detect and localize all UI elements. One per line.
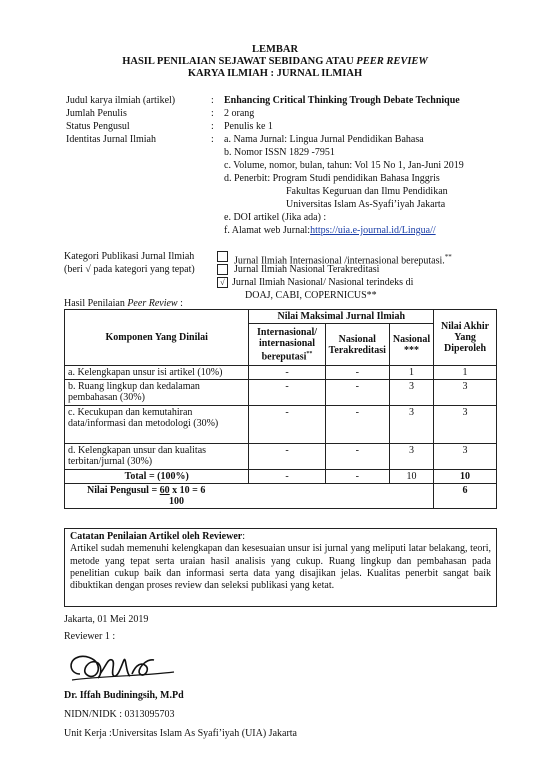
title-line-2-text: HASIL PENILAIAN SEJAWAT SEBIDANG ATAU	[122, 56, 357, 67]
row-b-int: -	[249, 380, 325, 406]
head-akhir: Nilai Akhir Yang Diperoleh	[434, 310, 497, 366]
identitas-c: c. Volume, nomor, bulan, tahun: Vol 15 No 1, Jan-Juni 2019	[224, 160, 464, 171]
reviewer-name: Dr. Iffah Budiningsih, M.Pd	[64, 690, 184, 701]
row-a-idx: 1	[389, 366, 433, 380]
signature-image	[62, 644, 182, 686]
reviewer-label: Reviewer 1 :	[64, 631, 116, 642]
total-label: Total = (100%)	[65, 470, 249, 484]
kategori-opt-2: Jurnal Ilmiah Nasional Terakreditasi	[234, 264, 380, 275]
catatan-box	[64, 528, 497, 607]
kategori-opt-1-text: Jurnal Ilmiah Internasional /internasional bereputasi.	[234, 255, 445, 267]
row-c-int: -	[249, 406, 325, 444]
checkbox-internasional[interactable]	[217, 251, 228, 262]
kategori-opt-3b: DOAJ, CABI, COPERNICUS**	[245, 290, 377, 301]
status-label: Status Pengusul	[66, 121, 130, 132]
kategori-opt-3: Jurnal Ilmiah Nasional/ Nasional terindeks di	[232, 277, 414, 288]
review-table	[64, 309, 497, 509]
identitas-a: a. Nama Jurnal: Lingua Jurnal Pendidikan Bahasa	[224, 134, 424, 145]
row-c-akhir: 3	[434, 406, 497, 444]
nilai-akhir: 6	[434, 484, 497, 509]
identitas-d1: d. Penerbit: Program Studi pendidikan Bahasa Inggris	[224, 173, 440, 184]
identitas-d2: Fakultas Keguruan dan Ilmu Pendidikan	[286, 186, 448, 197]
catatan-heading-colon: :	[242, 531, 245, 542]
title-line-2	[0, 56, 550, 68]
head-nasional: Nasional Terakreditasi	[325, 324, 389, 366]
row-a-int: -	[249, 366, 325, 380]
total-akhir: 10	[434, 470, 497, 484]
jumlah-value: 2 orang	[224, 108, 255, 119]
kategori-label-1: Kategori Publikasi Jurnal Ilmiah	[64, 251, 195, 262]
row-c-idx: 3	[389, 406, 433, 444]
web-label: f. Alamat web Jurnal:	[224, 225, 311, 236]
title-line-1: LEMBAR	[251, 44, 299, 55]
reviewer-nidn: NIDN/NIDK : 0313095703	[64, 709, 175, 720]
row-c-nas: -	[325, 406, 389, 444]
row-b-akhir: 3	[434, 380, 497, 406]
identitas-b: b. Nomor ISSN 1829 -7951	[224, 147, 335, 158]
row-d-akhir: 3	[434, 444, 497, 470]
identitas-e: e. DOI artikel (Jika ada) :	[224, 212, 327, 223]
judul-label: Judul karya ilmiah (artikel)	[66, 95, 176, 106]
kategori-opt-1-sup: **	[444, 253, 452, 261]
review-caption-prefix: Hasil Penilaian	[64, 298, 128, 309]
nilai-pengusul	[65, 484, 434, 509]
journal-link[interactable]: https://uia.e-journal.id/Lingua//	[310, 225, 436, 236]
review-caption-suffix: :	[177, 298, 183, 309]
row-b-nas: -	[325, 380, 389, 406]
colon: :	[211, 108, 214, 119]
kategori-label-2: (beri √ pada kategori yang tepat)	[64, 264, 195, 275]
colon: :	[211, 121, 214, 132]
checkbox-nasional-terakreditasi[interactable]	[217, 264, 228, 275]
title-line-3: KARYA ILMIAH : JURNAL ILMIAH	[187, 68, 363, 79]
head-komponen: Komponen Yang Dinilai	[65, 310, 249, 366]
colon: :	[211, 95, 214, 106]
row-a-nas: -	[325, 366, 389, 380]
nilai-mid: x 10 = 6	[169, 485, 206, 496]
row-c-komponen: c. Kecukupan dan kemutahiran data/informasi dan metodologi (30%)	[65, 406, 249, 444]
place-date: Jakarta, 01 Mei 2019	[64, 614, 149, 625]
reviewer-unit: Unit Kerja :Universitas Islam As Syafi’iyah (UIA) Jakarta	[64, 728, 297, 739]
jumlah-label: Jumlah Penulis	[66, 108, 127, 119]
colon: :	[211, 134, 214, 145]
row-d-komponen: d. Kelengkapan unsur dan kualitas terbitan/jurnal (30%)	[65, 444, 249, 470]
row-d-idx: 3	[389, 444, 433, 470]
row-b-komponen: b. Ruang lingkup dan kedalaman pembahasan (30%)	[65, 380, 249, 406]
nilai-label: Nilai Pengusul =	[87, 485, 160, 496]
head-internasional	[249, 324, 325, 366]
catatan-heading-text: Catatan Penilaian Artikel oleh Reviewer	[70, 531, 243, 542]
row-d-int: -	[249, 444, 325, 470]
head-nasional-idx: Nasional ***	[389, 324, 433, 366]
catatan-text: Artikel sudah memenuhi kelengkapan dan kesesuaian unsur isi jurnal yang meliputi latar belakang, teori, metode yang tepat serta uraian hasil analisis yang cukup. Ruang lingkup dan pembahasan pada penelitian cukup baik dan informasi serta data yang disajikan jelas. Kualitas penerbit sangat baik dibuktikan dengan proses review dan seleksi publikasi yang ketat.	[70, 543, 491, 592]
title-line-2-italic: PEER REVIEW	[356, 56, 428, 67]
identitas-d3: Universitas Islam As-Syafi’iyah Jakarta	[286, 199, 446, 210]
row-a-komponen: a. Kelengkapan unsur isi artikel (10%)	[65, 366, 249, 380]
total-int: -	[249, 470, 325, 484]
status-value: Penulis ke 1	[224, 121, 273, 132]
nilai-den: 100	[169, 496, 184, 507]
head-internasional-sup: **	[306, 350, 313, 357]
identitas-f	[224, 225, 436, 237]
review-caption-italic: Peer Review	[127, 298, 178, 309]
head-internasional-text: Internasional/ internasional bereputasi	[257, 326, 318, 363]
total-nas: -	[325, 470, 389, 484]
nilai-num: 60	[159, 485, 170, 496]
judul-value: Enhancing Critical Thinking Trough Debate Technique	[224, 95, 460, 106]
row-d-nas: -	[325, 444, 389, 470]
row-b-idx: 3	[389, 380, 433, 406]
checkbox-nasional-terindeks[interactable]: √	[217, 277, 228, 288]
catatan-heading	[70, 531, 491, 543]
row-a-akhir: 1	[434, 366, 497, 380]
head-max: Nilai Maksimal Jurnal Ilmiah	[249, 310, 434, 324]
identitas-label: Identitas Jurnal Ilmiah	[66, 134, 156, 145]
total-idx: 10	[389, 470, 433, 484]
